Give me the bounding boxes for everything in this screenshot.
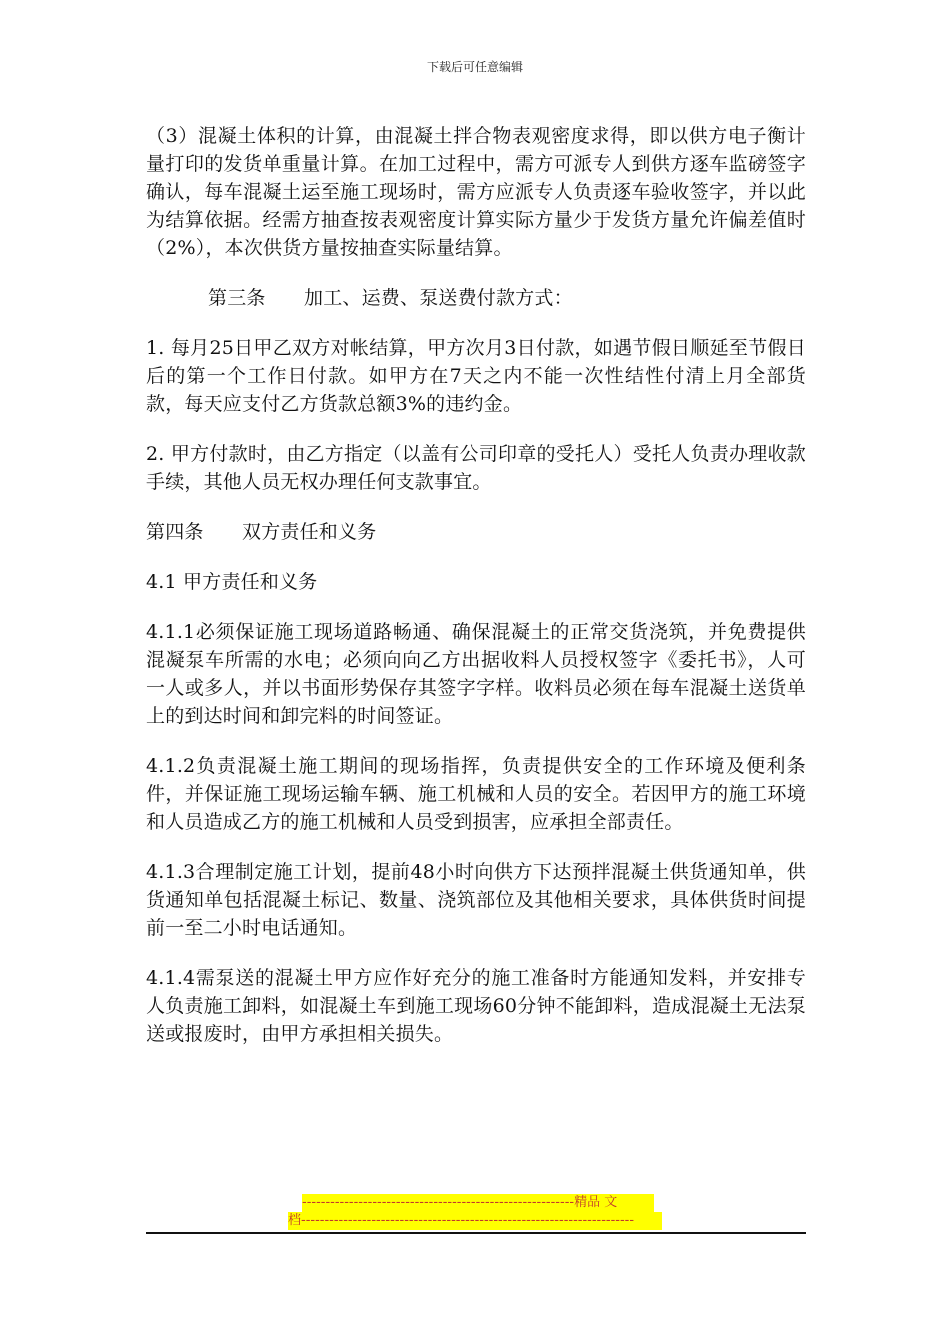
clause-4-1-1: 4.1.1必须保证施工现场道路畅通、确保混凝土的正常交货浇筑，并免费提供混凝泵车所需的水电；必须向向乙方出据收料人员授权签字《委托书》，人可一人或多人，并以书面形势保存其签字字样。收料员必须在每车混凝土送货单上的到达时间和卸完料的时间签证。 (146, 621, 806, 727)
paragraph-volume-calculation: （3）混凝土体积的计算，由混凝土拌合物表观密度求得，即以供方电子衡计量打印的发货单重量计算。在加工过程中，需方可派专人到供方逐车监磅签字确认，每车混凝土运至施工现场时，需方应派专人负责逐车验收签字，并以此为结算依据。经需方抽查按表观密度计算实际方量少于发货方量允许偏差值时（2%），本次供货方量按抽查实际量结算。 (146, 125, 806, 259)
footer-divider (146, 1232, 806, 1234)
footer-line-2: 档----------------------------------------------------------------------- (288, 1212, 662, 1230)
article-3-heading: 第三条 加工、运费、泵送费付款方式： (208, 287, 573, 309)
section-4-1-heading: 4.1 甲方责任和义务 (146, 571, 318, 593)
document-body (146, 122, 806, 1070)
header-note: 下载后可任意编辑 (426, 60, 523, 74)
clause-4-1-2: 4.1.2负责混凝土施工期间的现场指挥，负责提供安全的工作环境及便利条件，并保证施工现场运输车辆、施工机械和人员的安全。若因甲方的施工环境和人员造成乙方的施工机械和人员受到损害，应承担全部责任。 (146, 755, 806, 833)
footer-line-1: ----------------------------------------------------------精品 文 (302, 1194, 654, 1212)
paragraph-payment-1: 1. 每月25日甲乙双方对帐结算，甲方次月3日付款，如遇节假日顺延至节假日后的第一个工作日付款。如甲方在7天之内不能一次性结性付清上月全部货款，每天应支付乙方货款总额3%的违约金。 (146, 337, 806, 415)
clause-4-1-3: 4.1.3合理制定施工计划，提前48小时向供方下达预拌混凝土供货通知单，供货通知单包括混凝土标记、数量、浇筑部位及其他相关要求，具体供货时间提前一至二小时电话通知。 (146, 861, 806, 939)
article-4-heading: 第四条 双方责任和义务 (146, 521, 377, 543)
footer-watermark (146, 1194, 806, 1230)
clause-4-1-4: 4.1.4需泵送的混凝土甲方应作好充分的施工准备时方能通知发料，并安排专人负责施工卸料，如混凝土车到施工现场60分钟不能卸料，造成混凝土无法泵送或报废时，由甲方承担相关损失。 (146, 967, 806, 1045)
paragraph-payment-2: 2. 甲方付款时，由乙方指定（以盖有公司印章的受托人）受托人负责办理收款手续，其他人员无权办理任何支款事宜。 (146, 443, 806, 493)
